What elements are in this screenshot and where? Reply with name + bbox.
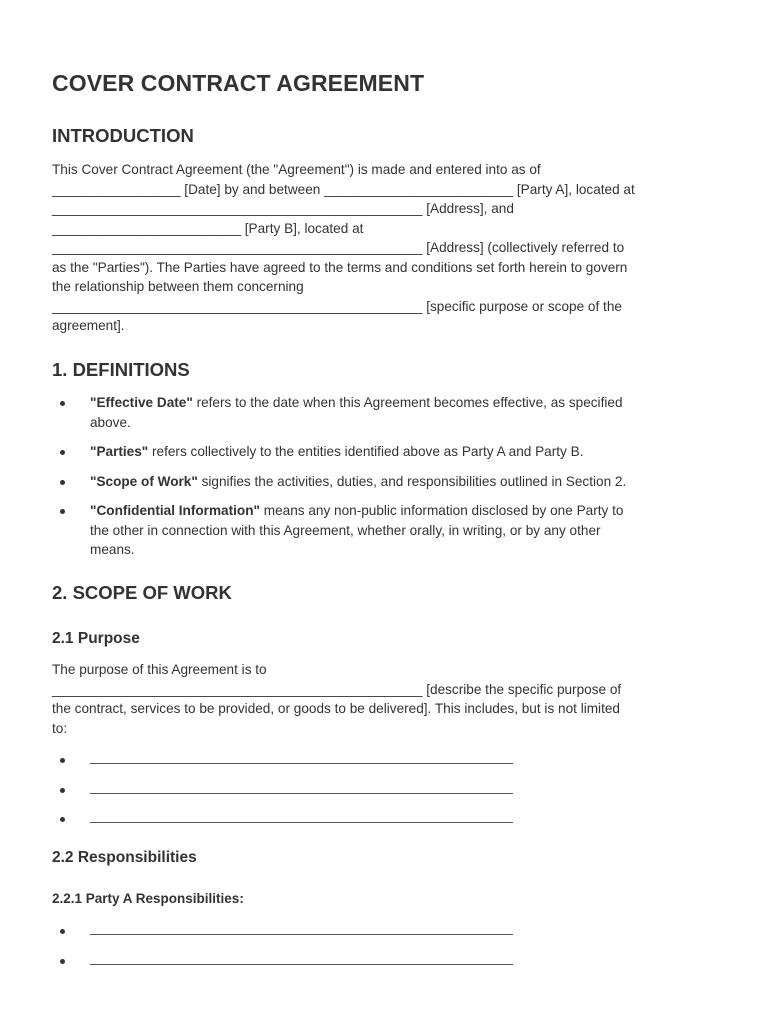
- bullet-icon: [60, 817, 65, 822]
- definition-item-confidential-information: [52, 501, 718, 560]
- definition-text: means any non-public information disclosed by one Party to: [259, 503, 624, 518]
- purpose-paragraph: [52, 660, 718, 738]
- document-title: COVER CONTRACT AGREEMENT: [52, 70, 425, 96]
- intro-line-8: _________________________________________________ [specific purpose or scope of the: [52, 298, 622, 314]
- bullet-icon: [60, 788, 65, 793]
- intro-line-1: This Cover Contract Agreement (the "Agreement") is made and entered into as of: [52, 162, 541, 177]
- intro-line-5: _________________________________________________ [Address] (collectively referred to: [52, 240, 625, 255]
- purpose-heading: 2.1 Purpose: [52, 630, 140, 647]
- definition-text: refers collectively to the entities identified above as Party A and Party B.: [148, 444, 584, 459]
- blank-fill-line[interactable]: [90, 780, 513, 794]
- blank-fill-line[interactable]: [90, 921, 513, 935]
- bullet-icon: [60, 480, 65, 485]
- introduction-heading: INTRODUCTION: [52, 125, 194, 146]
- definition-term: "Confidential Information": [90, 503, 260, 518]
- bullet-icon: [60, 450, 65, 455]
- definition-text: refers to the date when this Agreement becomes effective, as specified: [192, 395, 623, 410]
- definition-text-cont: means.: [90, 542, 135, 557]
- blank-fill-line[interactable]: [90, 809, 513, 823]
- definition-term: "Effective Date": [90, 395, 193, 410]
- bullet-icon: [60, 401, 65, 406]
- scope-of-work-heading: 2. SCOPE OF WORK: [52, 582, 232, 603]
- definition-text-cont: the other in connection with this Agreement, whether orally, in writing, or by any other: [90, 522, 601, 538]
- party-a-responsibilities-heading: 2.2.1 Party A Responsibilities:: [52, 891, 244, 906]
- definitions-heading: 1. DEFINITIONS: [52, 359, 190, 380]
- purpose-line-4: to:: [52, 720, 68, 736]
- blank-list-item: [52, 750, 718, 770]
- intro-line-3: _________________________________________________ [Address], and: [52, 201, 514, 216]
- intro-line-4: _________________________ [Party B], located at: [52, 220, 364, 236]
- bullet-icon: [60, 959, 65, 964]
- blank-list-item: [52, 951, 718, 971]
- bullet-icon: [60, 509, 65, 514]
- definition-text: signifies the activities, duties, and responsibilities outlined in Section 2.: [197, 473, 627, 489]
- definitions-list: [52, 393, 718, 560]
- blank-list-item: [52, 809, 718, 829]
- purpose-blank-list: [52, 750, 718, 829]
- blank-list-item: [52, 921, 718, 941]
- party-a-blank-list: [52, 921, 718, 970]
- purpose-line-3: the contract, services to be provided, or goods to be delivered]. This includes, but is not limited: [52, 701, 620, 716]
- definition-text-cont: above.: [90, 414, 131, 430]
- definition-term: "Parties": [90, 444, 149, 459]
- blank-list-item: [52, 780, 718, 800]
- definition-item-effective-date: [52, 393, 718, 432]
- bullet-icon: [60, 758, 65, 763]
- intro-line-6: as the "Parties"). The Parties have agreed to the terms and conditions set forth herein to govern: [52, 259, 628, 275]
- definition-item-scope-of-work: [52, 472, 718, 492]
- blank-fill-line[interactable]: [90, 951, 513, 965]
- intro-line-7: the relationship between them concerning: [52, 279, 304, 294]
- responsibilities-heading: 2.2 Responsibilities: [52, 849, 197, 866]
- blank-fill-line[interactable]: [90, 750, 513, 764]
- introduction-paragraph: [52, 160, 718, 336]
- bullet-icon: [60, 929, 65, 934]
- intro-line-2: _________________ [Date] by and between _________________________ [Party A], located at: [52, 181, 635, 197]
- intro-line-9: agreement].: [52, 318, 125, 333]
- purpose-line-2: _________________________________________________ [describe the specific purpose of: [52, 681, 622, 697]
- definition-item-parties: [52, 442, 718, 462]
- definition-term: "Scope of Work": [90, 473, 198, 489]
- purpose-line-1: The purpose of this Agreement is to: [52, 662, 267, 677]
